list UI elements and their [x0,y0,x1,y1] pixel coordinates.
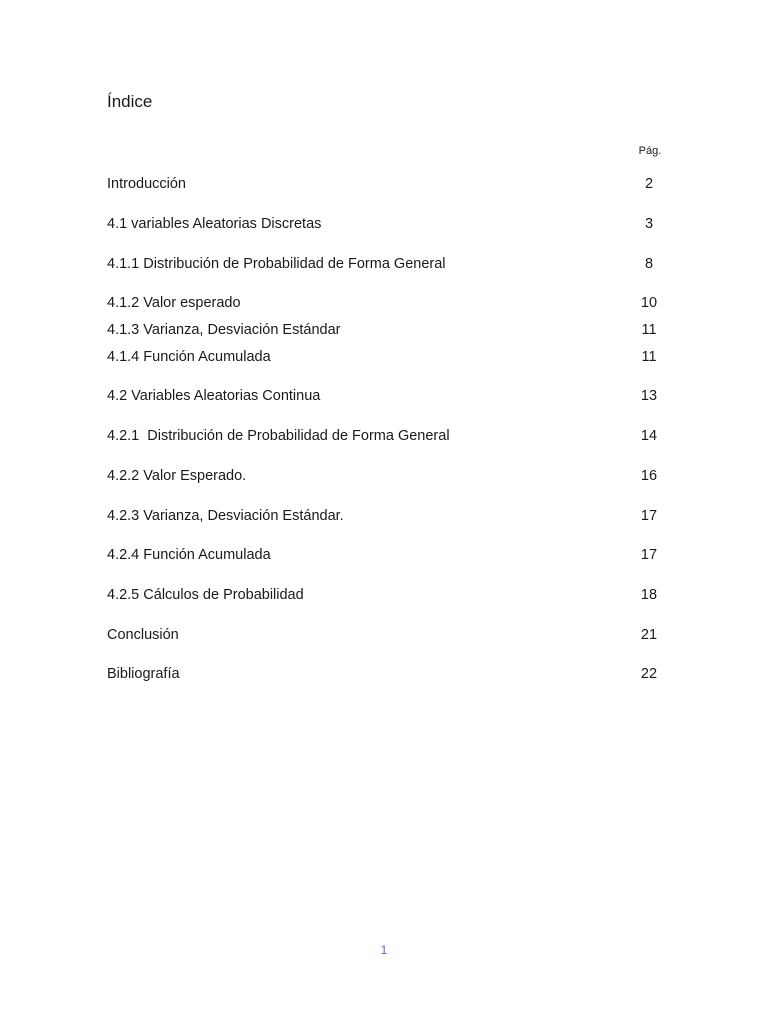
toc-entry-page: 13 [640,388,658,404]
toc-entry-label: 4.2.3 Varianza, Desviación Estándar. [107,508,344,524]
toc-entry [107,174,667,194]
toc-entry-label: 4.2.1 Distribución de Probabilidad de Forma General [107,428,450,444]
toc-entry [107,625,667,645]
toc-entry-page: 18 [640,587,658,603]
toc-entry [107,293,667,313]
toc-entry [107,426,667,446]
toc-entry-page: 16 [640,468,658,484]
toc-entry [107,664,667,684]
toc-entry-label: Conclusión [107,627,179,643]
toc-entry-label: 4.1.1 Distribución de Probabilidad de Forma General [107,256,446,272]
toc-entry [107,347,667,367]
toc-entry-page: 3 [644,216,654,232]
toc-entry-label: 4.1 variables Aleatorias Discretas [107,216,322,232]
toc-entry-page: 14 [640,428,658,444]
toc-entry-page: 11 [641,322,657,338]
page-column-header: Pág. [638,145,662,157]
toc-entry-page: 10 [640,295,658,311]
toc-entry-label: Bibliografía [107,666,180,682]
toc-entry [107,466,667,486]
toc-entry-page: 17 [640,508,658,524]
toc-entry [107,320,667,340]
toc-entry-label: 4.1.2 Valor esperado [107,295,241,311]
page-title: Índice [107,92,153,111]
toc-entry-page: 22 [640,666,658,682]
toc-entry-label: 4.2 Variables Aleatorias Continua [107,388,321,404]
toc-entry [107,585,667,605]
toc-entry-page: 2 [644,176,654,192]
toc-entry [107,506,667,526]
toc-entry [107,545,667,565]
toc-entry-label: Introducción [107,176,186,192]
toc-entry-page: 11 [641,349,657,365]
toc-entry [107,214,667,234]
toc-entry-label: 4.2.2 Valor Esperado. [107,468,247,484]
toc-entry [107,386,667,406]
toc-entry-page: 21 [640,627,658,643]
toc-entry-label: 4.2.5 Cálculos de Probabilidad [107,587,304,603]
toc-entry-label: 4.1.4 Función Acumulada [107,349,271,365]
toc-entry-label: 4.1.3 Varianza, Desviación Estándar [107,322,341,338]
footer-page-number: 1 [380,943,388,957]
toc-entry-page: 17 [640,547,658,563]
toc-entry-label: 4.2.4 Función Acumulada [107,547,271,563]
toc-entry-page: 8 [644,256,654,272]
toc-entry [107,254,667,274]
